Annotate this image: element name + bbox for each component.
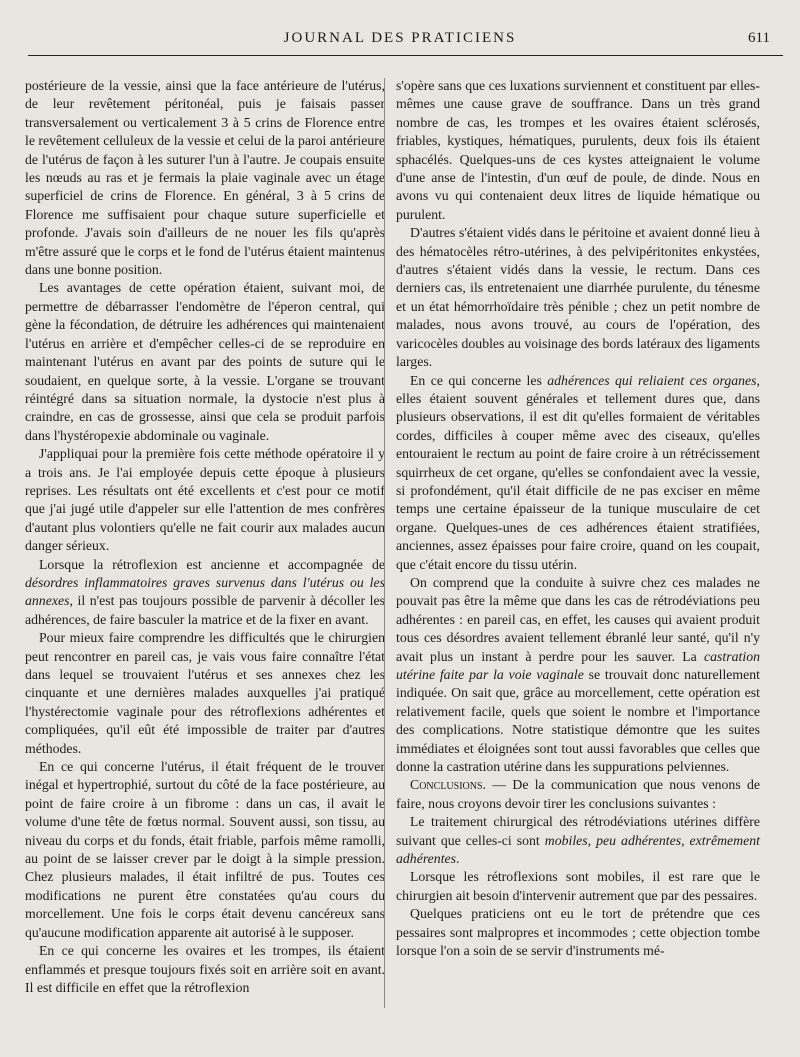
emphasis-text: castration utérine faite par la voie vaginale <box>396 648 760 682</box>
paragraph <box>396 868 760 905</box>
emphasis-text: désordres inflammatoires graves survenus dans l'utérus ou les annexes <box>25 574 385 609</box>
paragraph-text: Le traitement chirurgical des rétrodéviations utérines diffère suivant que celles-ci sont <box>396 814 760 848</box>
running-title: JOURNAL DES PRATICIENS <box>283 30 517 46</box>
paragraph-text: D'autres s'étaient vidés dans le péritoine et avaient donné lieu à des hématocèles rétro-utérines, à des pelvipéritonites enkystées, d'autres s'étaient vidés dans la vessie, le rectum. Dans ces derniers cas, ils entretenaient une diarrhée purulente, du ténesme et un état hémorrhoïdaire très pénible ; chez un petit nombre de malades, nous avons trouvé, au cours de l'opération, des varicocèles doubles au voisinage des bords latéraux des ligaments larges. <box>396 225 760 370</box>
paragraph <box>396 813 760 868</box>
emphasis-text: adhérences qui reliaient ces organes <box>547 372 757 388</box>
paragraph-text: Les avantages de cette opération étaient, suivant moi, de permettre de débarrasser l'endomètre de l'éperon central, qui gène la fécondation, de détruire les adhérences qui maintenaient l'utérus en arrière et d'empêcher celles-ci de se reproduire en maintenant l'utérus en avant par des points de suture qui le soudaient, en quelque sorte, à la vessie. L'organe se trouvant réintégré dans sa situation normale, la dystocie n'est plus à craindre, en cas de grossesse, ainsi que cela se produit parfois dans l'hystéropexie abdominale ou vaginale. <box>25 280 385 443</box>
paragraph-text: se trouvait donc naturellement indiquée. On sait que, grâce au morcellement, cette opération est relativement facile, quels que soient le nombre et l'importance des complications. Notre statistique démontre que les suites immédiates et éloignées sont tout aussi favorables que celles que donne la castration utérine dans les suppurations pelviennes. <box>396 667 760 775</box>
paragraph-text: J'appliquai pour la première fois cette méthode opératoire il y a trois ans. Je l'ai employée depuis cette époque à plusieurs reprises. Les résultats ont été excellents et c'est pour ce motif que j'ai jugé utile d'appeler sur elle l'attention de mes confrères d'autant plus volontiers qu'elle ne fait courir aux malades aucun danger sérieux. <box>25 446 385 554</box>
right-column <box>396 77 760 961</box>
paragraph-text: En ce qui concerne les ovaires et les trompes, ils étaient enflammés et presque toujours fixés soit en arrière soit en avant. Il est difficile en effet que la rétroflexion <box>25 943 385 995</box>
section-label: Conclusions. <box>410 777 486 793</box>
paragraph <box>25 629 385 758</box>
paragraph <box>396 574 760 776</box>
paragraph-text: — De la communication que nous venons de faire, nous croyons devoir tirer les conclusions suivantes : <box>396 777 760 811</box>
paragraph <box>396 224 760 371</box>
paragraph <box>25 77 385 279</box>
paragraph-text: postérieure de la vessie, ainsi que la face antérieure de l'utérus, de leur revêtement péritonéal, puis je faisais passer transversalement ou verticalement 3 à 5 crins de Florence entre le revêtement celluleux de la vessie et celui de la paroi antérieure de l'utérus de façon à les suturer l'un à l'autre. Je coupais ensuite les nœuds au ras et je fermais la plaie vaginale avec un étage superficiel de crins de Florence. En général, 3 à 5 crins de Florence me suffisaient pour chaque suture superficielle et profonde. J'avais soin d'ailleurs de ne nouer les fils qu'après m'être assuré que le corps et le fond de l'utérus étaient maintenus dans une bonne position. <box>25 78 385 278</box>
paragraph <box>25 279 385 445</box>
paragraph-text: . <box>456 851 460 867</box>
paragraph-text: On comprend que la conduite à suivre chez ces malades ne pouvait pas être la même que dans les cas de rétrodéviations peu adhérentes : en pareil cas, en effet, les causes qui avaient produit tous ces désordres avaient tellement ébranlé leur santé, qu'il n'y avait plus un instant à perdre pour les sauver. La <box>396 574 760 664</box>
paragraph <box>396 77 760 224</box>
paragraph-text: Lorsque la rétroflexion est ancienne et accompagnée de <box>39 556 385 572</box>
paragraph-text: Lorsque les rétroflexions sont mobiles, il est rare que le chirurgien ait besoin d'intervenir autrement que par des pessaires. <box>396 869 760 903</box>
emphasis-text: mobiles, peu adhérentes, extrêmement adhérentes <box>396 832 761 867</box>
paragraph <box>396 776 760 813</box>
paragraph <box>25 942 385 997</box>
page-number: 611 <box>748 30 770 46</box>
header-rule <box>28 55 783 56</box>
paragraph <box>25 445 385 555</box>
paragraph <box>25 556 385 630</box>
paragraph-text: En ce qui concerne les <box>410 372 548 388</box>
paragraph <box>25 758 385 942</box>
paragraph-text: En ce qui concerne l'utérus, il était fréquent de le trouver inégal et hypertrophié, surtout du côté de la face postérieure, au point de faire croire à un fibrome : dans un cas, il avait le volume d'une tête de fœtus normal. Souvent aussi, son tissu, au niveau du corps et du fonds, était friable, parfois même ramolli, au point de se laisser crever par le doigt à la simple pression. Chez plusieurs malades, il était infiltré de pus. Toutes ces modifications ne purent être constatées qu'au cours du morcellement. Une fois le corps était devenu cancéreux sans qu'aucune modification apparente ait autorisé à le supposer. <box>25 759 385 940</box>
paragraph-text: Quelques praticiens ont eu le tort de prétendre que ces pessaires sont malpropres et incommodes ; cette objection tombe lorsque l'on a soin de se servir d'instruments mé- <box>396 906 760 959</box>
paragraph-text: s'opère sans que ces luxations surviennent et constituent par elles-mêmes une cause grave de souffrance. Dans un très grand nombre de cas, les trompes et les ovaires étaient sclérosés, friables, kystiques, hématiques, purulents, deux fois ils étaient sphacélés. Quelques-uns de ces kystes atteignaient le volume d'une anse de l'intestin, d'un œuf de poule, de dinde. Nous en avons vu qui contenaient deux litres de liquide hématique ou purulent. <box>396 78 760 222</box>
paragraph-text: Pour mieux faire comprendre les difficultés que le chirurgien peut rencontrer en pareil cas, je vais vous faire connaître l'état dans lequel se trouvaient l'utérus et ses annexes chez les cinquante et une dernières malades auxquelles j'ai pratiqué l'hystérectomie vaginale pour des rétroflexions adhérentes et compliquées, qu'il eût été impossible de traiter par d'autres méthodes. <box>25 630 385 756</box>
paragraph-text: , elles étaient souvent générales et tellement dures que, dans plusieurs observations, il est dit qu'elles formaient de véritables cordes, difficiles à couper même avec des ciseaux, qu'elles entouraient le rectum au point de faire croire à un rétrécissement squirrheux de cet organe, qu'elles se confondaient avec la vessie, si profondément, qu'il était difficile de ne pas exciser en même temps une certaine épaisseur de la tunique musculaire de cet organe. Quelques-unes de ces adhérences étaient stratifiées, anciennes, assez épaisses pour faire croire, quand on les coupait, que c'était encore du tissu utérin. <box>396 372 760 572</box>
page-header <box>0 24 800 54</box>
paragraph <box>396 372 760 574</box>
left-column <box>25 77 385 997</box>
column-divider <box>384 78 385 1008</box>
paragraph <box>396 905 760 960</box>
paragraph-text: , il n'est pas toujours possible de parvenir à décoller les adhérences, de faire basculer la matrice et de la fixer en avant. <box>25 593 385 627</box>
